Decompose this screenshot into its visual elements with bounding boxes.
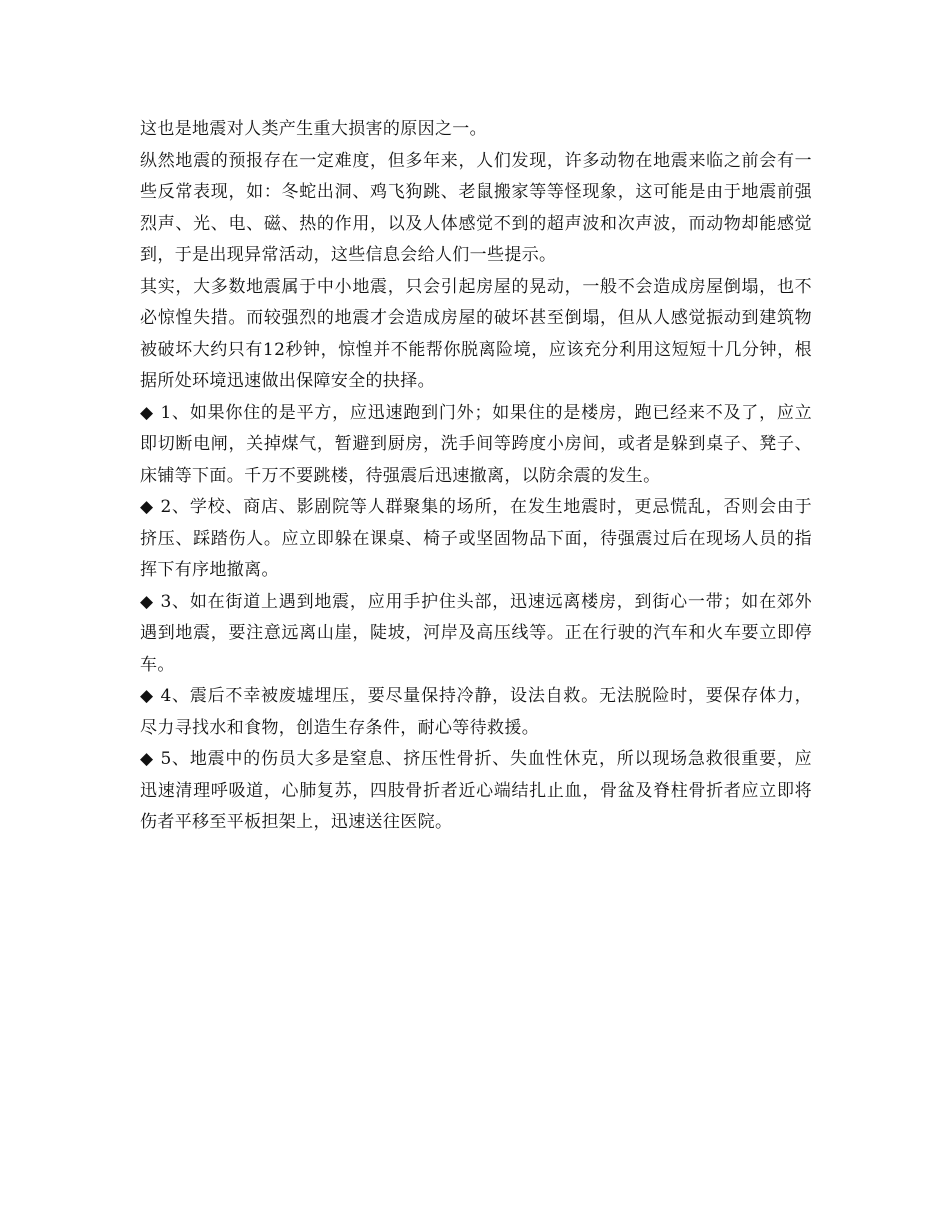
bullet-text: 5、地震中的伤员大多是窒息、挤压性骨折、失血性休克，所以现场急救很重要，应迅速清理呼吸道，心肺复苏，四肢骨折者近心端结扎止血，骨盆及脊柱骨折者应立即将伤者平移至平板担架上，迅速送往医院。: [140, 749, 812, 832]
bullet-text: 4、震后不幸被废墟埋压，要尽量保持冷静，设法自救。无法脱险时，要保存体力，尽力寻找水和食物，创造生存条件，耐心等待救援。: [140, 686, 812, 738]
diamond-bullet-icon: ◆: [140, 402, 154, 423]
bullet-item-5: [140, 744, 812, 839]
bullet-item-1: [140, 398, 812, 493]
paragraph-intro-end: 这也是地震对人类产生重大损害的原因之一。: [140, 119, 487, 139]
paragraph-animal-signs: 纵然地震的预报存在一定难度，但多年来，人们发现，许多动物在地震来临之前会有一些反常表现，如：冬蛇出洞、鸡飞狗跳、老鼠搬家等等怪现象，这可能是由于地震前强烈声、光、电、磁、热的作用，以及人体感觉不到的超声波和次声波，而动物却能感觉到，于是出现异常活动，这些信息会给人们一些提示。: [140, 150, 812, 265]
diamond-bullet-icon: ◆: [140, 749, 154, 769]
bullet-item-2: [140, 492, 812, 587]
diamond-bullet-icon: ◆: [140, 686, 154, 706]
diamond-bullet-icon: ◆: [140, 497, 154, 517]
bullet-item-4: [140, 681, 812, 744]
bullet-text: 1、如果你住的是平方，应迅速跑到门外；如果住的是楼房，跑已经来不及了，应立即切断电闸，关掉煤气，暂避到厨房，洗手间等跨度小房间，或者是躲到桌子、凳子、床铺等下面。千万不要跳楼，待强震后迅速撤离，以防余震的发生。: [140, 402, 812, 486]
bullet-text: 3、如在街道上遇到地震，应用手护住头部，迅速远离楼房，到街心一带；如在郊外遇到地震，要注意远离山崖，陡坡，河岸及高压线等。正在行驶的汽车和火车要立即停车。: [140, 591, 812, 675]
diamond-bullet-icon: ◆: [140, 591, 154, 612]
paragraph-small-earthquakes: 其实，大多数地震属于中小地震，只会引起房屋的晃动，一般不会造成房屋倒塌，也不必惊惶失措。而较强烈的地震才会造成房屋的破坏甚至倒塌，但从人感觉振动到建筑物被破坏大约只有12秒钟，惊惶并不能帮你脱离险境，应该充分利用这短短十几分钟，根据所处环境迅速做出保障安全的抉择。: [140, 276, 812, 391]
bullet-text: 2、学校、商店、影剧院等人群聚集的场所，在发生地震时，更忌慌乱，否则会由于挤压、踩踏伤人。应立即躲在课桌、椅子或坚固物品下面，待强震过后在现场人员的指挥下有序地撤离。: [140, 497, 812, 580]
document-page: [140, 114, 812, 839]
bullet-item-3: [140, 587, 812, 682]
